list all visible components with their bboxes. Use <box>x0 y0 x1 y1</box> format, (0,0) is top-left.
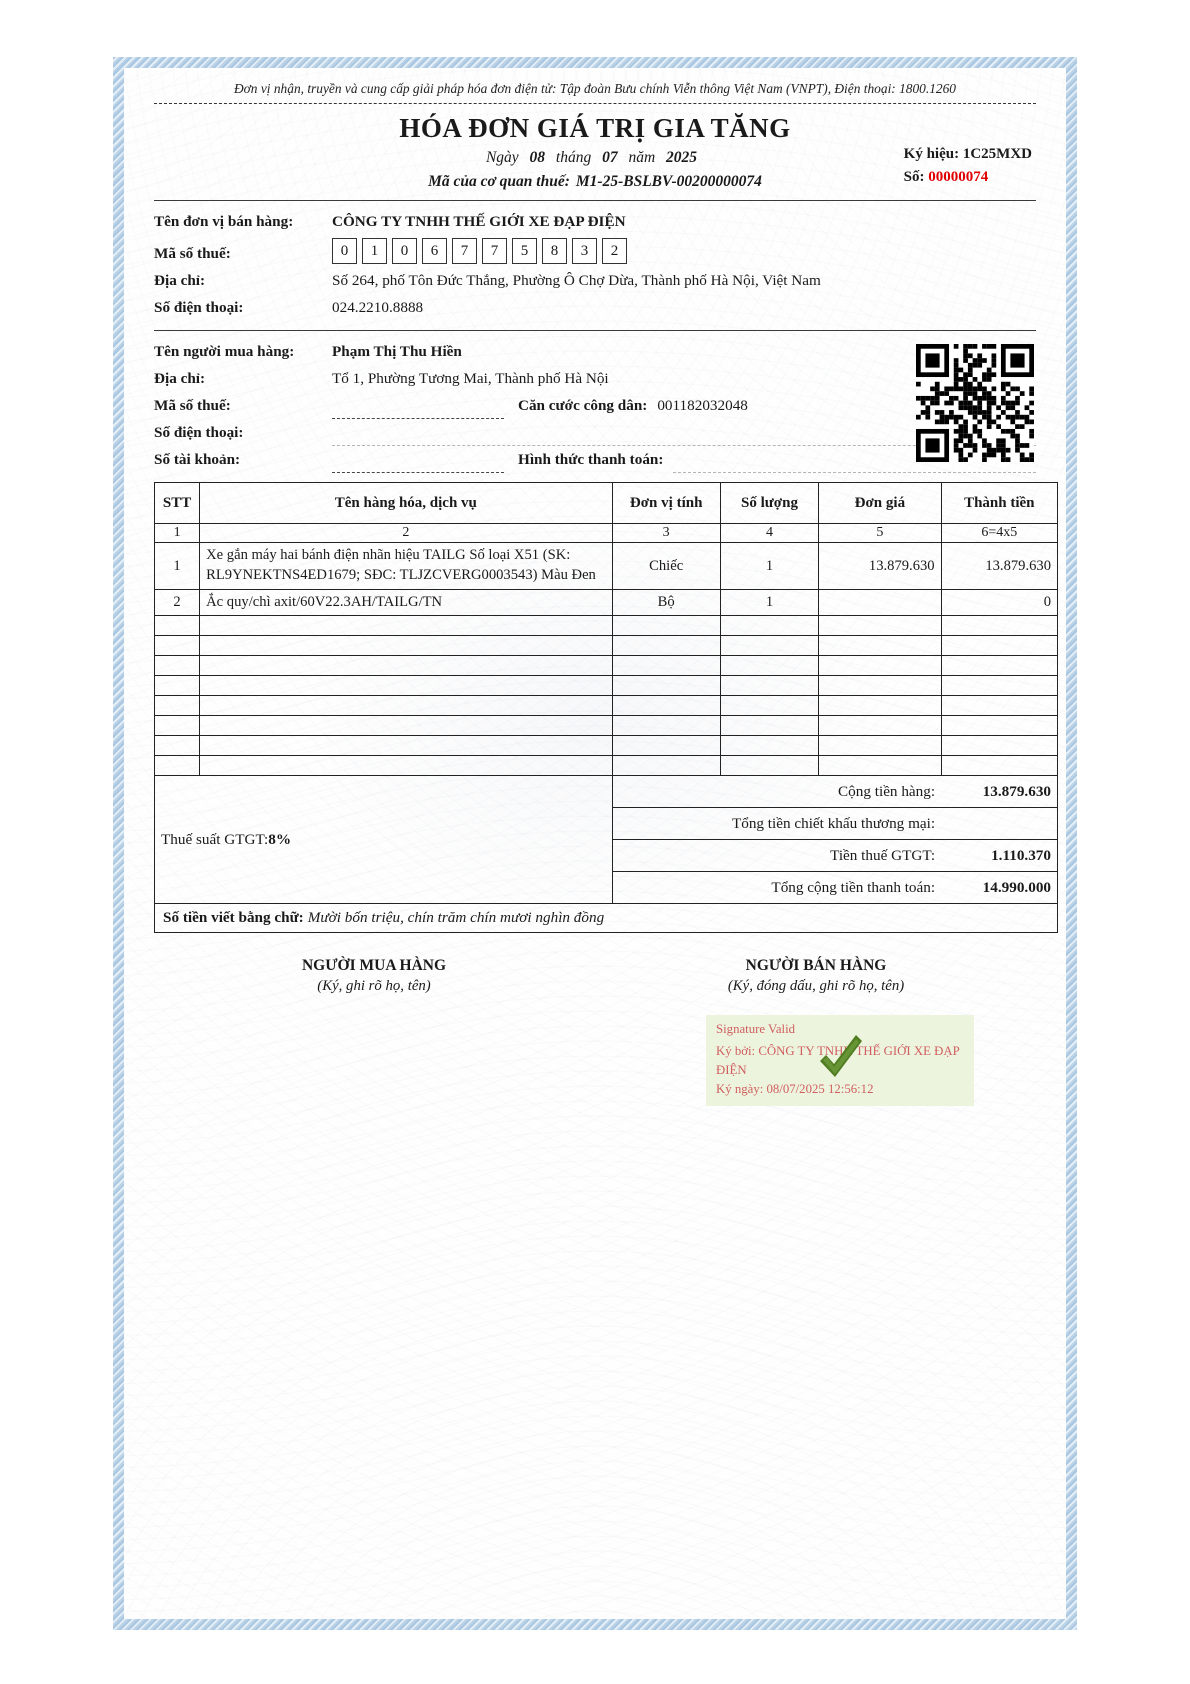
col-header-price: Đơn giá <box>819 483 941 524</box>
items-body <box>155 543 1058 933</box>
empty-table-row <box>155 676 1058 696</box>
section-divider-2 <box>154 330 1036 331</box>
amount-in-words-row: Số tiền viết bằng chữ: Mười bốn triệu, chín trăm chín mươi nghìn đồng <box>155 904 1058 933</box>
seller-address-row <box>154 267 1036 294</box>
col-header-qty: Số lượng <box>720 483 818 524</box>
seller-address-value: Số 264, phố Tôn Đức Thắng, Phường Ô Chợ Dừa, Thành phố Hà Nội, Việt Nam <box>332 272 821 290</box>
empty-table-row <box>155 756 1058 776</box>
tax-authority-code-value: M1-25-BSLBV-00200000074 <box>575 173 762 190</box>
tax-authority-code-label: Mã của cơ quan thuế: <box>428 173 570 190</box>
empty-table-row <box>155 636 1058 656</box>
invoice-number-value: 00000074 <box>928 168 989 185</box>
qr-code <box>916 344 1034 462</box>
totals-label: Tổng cộng tiền thanh toán: <box>612 872 941 904</box>
totals-label: Tổng tiền chiết khấu thương mại: <box>612 808 941 840</box>
buyer-signature-note: (Ký, ghi rõ họ, tên) <box>317 978 431 995</box>
seller-signature-block <box>606 957 1026 995</box>
section-divider-1 <box>154 200 1036 201</box>
table-row: 2 Ắc quy/chì axit/60V22.3AH/TAILG/TN Bộ 1 0 <box>155 589 1058 616</box>
totals-row <box>155 776 1058 808</box>
buyer-taxcode-blank <box>332 402 504 419</box>
buyer-phone-row <box>154 419 1036 446</box>
buyer-account-label: Số tài khoản: <box>154 451 241 469</box>
dashed-divider <box>154 103 1036 104</box>
invoice-content <box>124 68 1066 1619</box>
buyer-address-value: Tổ 1, Phường Tương Mai, Thành phố Hà Nội <box>332 370 609 388</box>
vat-rate-cell: Thuế suất GTGT:8% <box>155 776 613 904</box>
seller-taxcode-digit-boxes <box>332 238 627 264</box>
taxcode-digit-box: 2 <box>602 238 627 264</box>
buyer-taxcode-row <box>154 392 1036 419</box>
signed-date-text: Ký ngày: 08/07/2025 12:56:12 <box>716 1082 874 1096</box>
date-day: 08 <box>529 149 546 166</box>
invoice-number-line <box>904 166 1032 189</box>
signed-by-text: Ký bởi: CÔNG TY TNHH THẾ GIỚI XE ĐẠP ĐIỆN <box>716 1043 960 1077</box>
taxcode-digit-box: 8 <box>542 238 567 264</box>
date-year: 2025 <box>666 149 698 166</box>
items-table <box>154 482 1058 933</box>
totals-label: Cộng tiền hàng: <box>612 776 941 808</box>
seller-phone-row <box>154 294 1036 321</box>
buyer-phone-label: Số điện thoại: <box>154 424 244 442</box>
taxcode-digit-box: 7 <box>452 238 477 264</box>
col-header-unit: Đơn vị tính <box>612 483 720 524</box>
date-word-thang: tháng <box>555 149 592 166</box>
taxcode-digit-box: 1 <box>362 238 387 264</box>
buyer-signature-title: NGƯỜI MUA HÀNG <box>301 957 447 975</box>
seller-taxcode-row <box>154 235 1036 267</box>
invoice-paper <box>113 57 1077 1630</box>
date-word-ngay: Ngày <box>485 149 519 166</box>
column-numbering-row: 1 2 3 4 5 6=4x5 <box>155 524 1058 543</box>
col-header-amount: Thành tiền <box>941 483 1057 524</box>
taxcode-digit-box: 3 <box>572 238 597 264</box>
signature-section <box>154 957 1036 1137</box>
buyer-taxcode-label: Mã số thuế: <box>154 397 231 415</box>
taxcode-digit-box: 0 <box>392 238 417 264</box>
date-month: 07 <box>602 149 618 166</box>
taxcode-digit-box: 5 <box>512 238 537 264</box>
taxcode-digit-box: 0 <box>332 238 357 264</box>
empty-table-row <box>155 696 1058 716</box>
seller-name-label: Tên đơn vị bán hàng: <box>154 213 294 230</box>
seller-signature-title: NGƯỜI BÁN HÀNG <box>745 957 887 975</box>
buyer-account-blank <box>332 456 504 473</box>
empty-table-row <box>155 616 1058 636</box>
payment-method-label: Hình thức thanh toán: <box>518 451 664 469</box>
invoice-number-label: Số: <box>903 168 925 185</box>
empty-table-row <box>155 656 1058 676</box>
invoice-header <box>154 113 1036 191</box>
totals-value: 13.879.630 <box>941 776 1057 808</box>
provider-line: Đơn vị nhận, truyền và cung cấp giải pháp hóa đơn điện tử: Tập đoàn Bưu chính Viễn thông Việt Nam (VNPT), Điện thoại: 1800.1260 <box>233 81 957 96</box>
serial-label: Ký hiệu: <box>903 146 960 162</box>
digital-signature-stamp <box>706 1015 974 1106</box>
taxcode-digit-box: 6 <box>422 238 447 264</box>
totals-value: 14.990.000 <box>941 872 1057 904</box>
totals-value <box>941 808 1057 840</box>
seller-section <box>154 208 1036 321</box>
serial-line <box>904 143 1032 166</box>
seller-phone-value: 024.2210.8888 <box>332 299 424 317</box>
buyer-id-value: 001182032048 <box>657 397 748 415</box>
seller-address-label: Địa chỉ: <box>154 272 206 290</box>
buyer-name-label: Tên người mua hàng: <box>154 343 295 361</box>
seller-name-value: CÔNG TY TNHH THẾ GIỚI XE ĐẠP ĐIỆN <box>332 213 626 230</box>
table-row: 1 Xe gắn máy hai bánh điện nhãn hiệu TAILG Số loại X51 (SK: RL9YNEKTNS4ED1679; SĐC: TLJZCVERG0003543) Màu Đen Chiếc 1 13.879.630 13.879.630 <box>155 543 1058 589</box>
buyer-name-value: Phạm Thị Thu Hiền <box>332 343 462 361</box>
buyer-account-row <box>154 446 1036 473</box>
date-word-nam: năm <box>628 149 656 166</box>
buyer-signature-block <box>164 957 584 995</box>
seller-taxcode-label: Mã số thuế: <box>154 245 231 262</box>
check-icon <box>814 1031 866 1089</box>
invoice-title: HÓA ĐƠN GIÁ TRỊ GIA TĂNG <box>399 113 791 143</box>
buyer-name-row <box>154 338 1036 365</box>
buyer-id-label: Căn cước công dân: <box>518 397 648 415</box>
col-header-stt: STT <box>155 483 200 524</box>
table-header-row <box>155 483 1058 524</box>
seller-phone-label: Số điện thoại: <box>154 299 244 317</box>
seller-name-row <box>154 208 1036 235</box>
buyer-address-label: Địa chỉ: <box>154 370 206 388</box>
serial-value: 1C25MXD <box>962 146 1032 162</box>
seller-signature-note: (Ký, đóng dấu, ghi rõ họ, tên) <box>727 978 905 995</box>
col-header-name: Tên hàng hóa, dịch vụ <box>200 483 612 524</box>
taxcode-digit-box: 7 <box>482 238 507 264</box>
totals-value: 1.110.370 <box>941 840 1057 872</box>
totals-label: Tiền thuế GTGT: <box>612 840 941 872</box>
empty-table-row <box>155 736 1058 756</box>
signature-valid-text: Signature Valid <box>716 1022 796 1037</box>
serial-block <box>904 143 1032 188</box>
empty-table-row <box>155 716 1058 736</box>
buyer-address-row <box>154 365 1036 392</box>
buyer-section <box>154 338 1036 473</box>
